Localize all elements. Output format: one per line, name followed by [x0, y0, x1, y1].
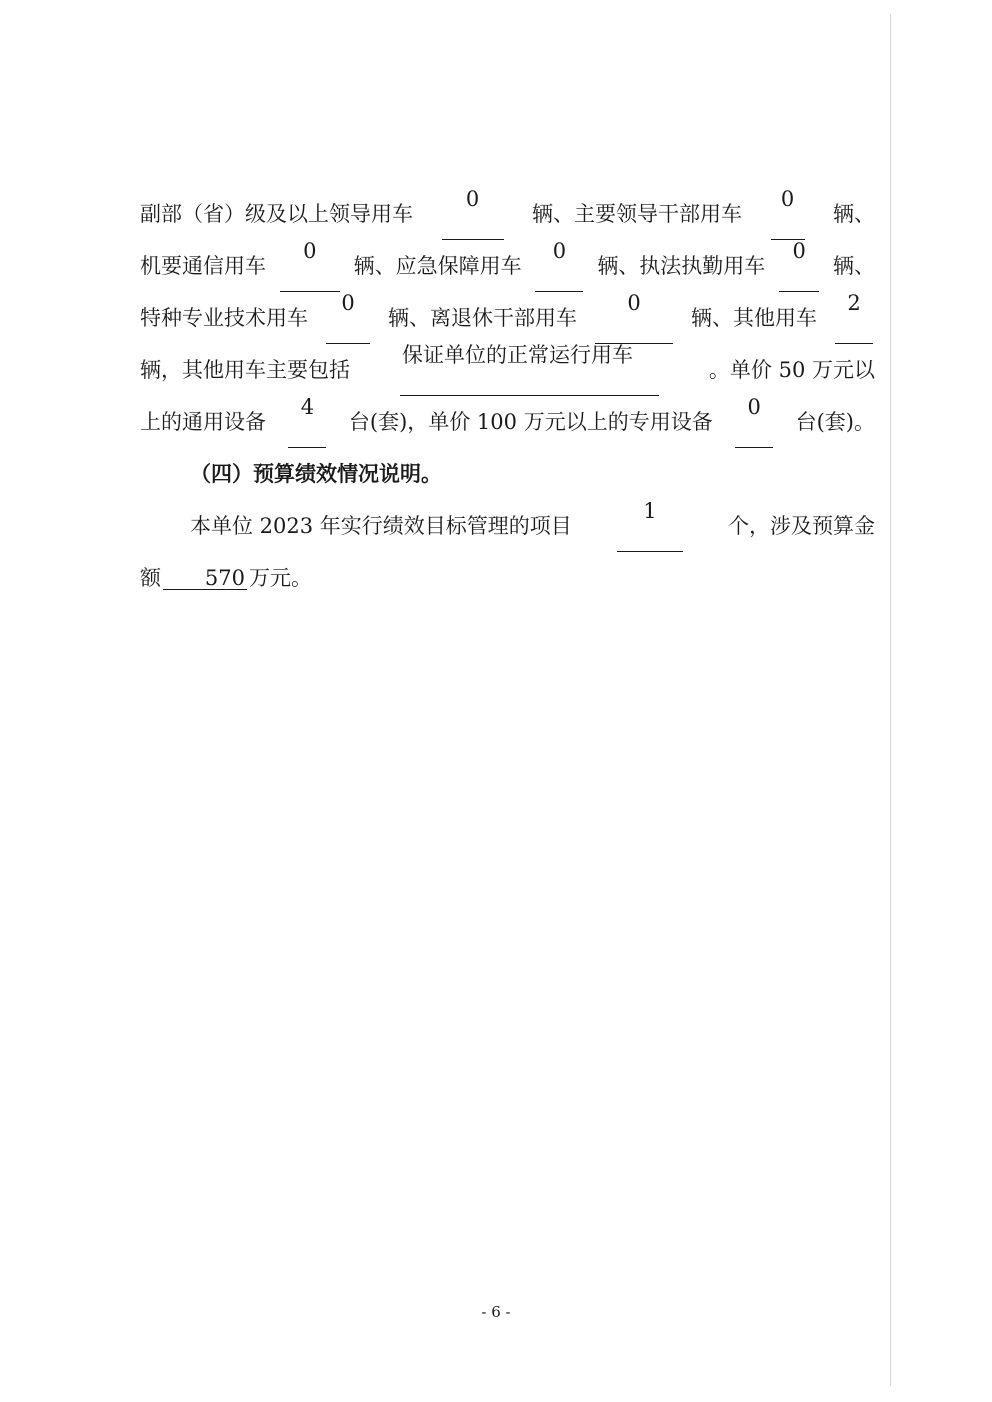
text-segment: 辆、执法执勤用车 [597, 254, 766, 278]
vehicles-line-2 [140, 240, 875, 292]
filled-blank: 0 [326, 292, 370, 344]
text-segment: 特种专业技术用车 [140, 306, 308, 330]
text-segment: 辆，其他用车主要包括 [140, 358, 350, 382]
filled-blank: 0 [280, 240, 340, 292]
text-segment: 台(套)，单价 100 万元以上的专用设备 [348, 410, 713, 434]
text-segment: 辆、离退休干部用车 [388, 306, 577, 330]
filled-blank: 0 [442, 188, 504, 240]
filled-blank: 1 [617, 500, 683, 552]
text-segment: 副部（省）级及以上领导用车 [140, 202, 413, 226]
performance-line-2 [140, 552, 875, 604]
filled-blank: 0 [735, 396, 773, 448]
equipment-line [140, 396, 875, 448]
text-segment: 辆、 [833, 202, 875, 226]
text-segment: 万元。 [249, 566, 312, 590]
filled-blank: 0 [535, 240, 583, 292]
text-segment: 本单位 2023 年实行绩效目标管理的项目 [190, 514, 572, 538]
section-heading: （四）预算绩效情况说明。 [190, 461, 442, 486]
filled-blank: 4 [288, 396, 326, 448]
page-number: - 6 - [481, 1303, 511, 1321]
vehicles-line-1 [140, 188, 875, 240]
filled-blank: 保证单位的正常运行用车 [400, 344, 659, 396]
filled-blank: 570 [163, 567, 247, 590]
filled-blank: 0 [779, 240, 819, 292]
text-segment: 辆、应急保障用车 [353, 254, 522, 278]
text-segment: 个，涉及预算金 [727, 514, 875, 538]
text-segment: 。单价 50 万元以 [708, 358, 875, 382]
filled-blank: 0 [771, 188, 805, 240]
text-segment: 额 [140, 566, 161, 590]
text-segment: 台(套)。 [795, 410, 875, 434]
vehicles-line-4 [140, 344, 875, 396]
text-segment: 机要通信用车 [140, 254, 266, 278]
body-text [140, 188, 875, 604]
filled-blank: 2 [835, 292, 873, 344]
scan-edge-line [890, 14, 891, 1386]
text-segment: 上的通用设备 [140, 410, 266, 434]
text-segment: 辆、其他用车 [691, 306, 817, 330]
text-segment: 辆、主要领导干部用车 [532, 202, 742, 226]
performance-line-1 [140, 500, 875, 552]
text-segment: 辆、 [832, 254, 875, 278]
filled-blank: 0 [595, 292, 673, 344]
vehicles-line-3 [140, 292, 875, 344]
